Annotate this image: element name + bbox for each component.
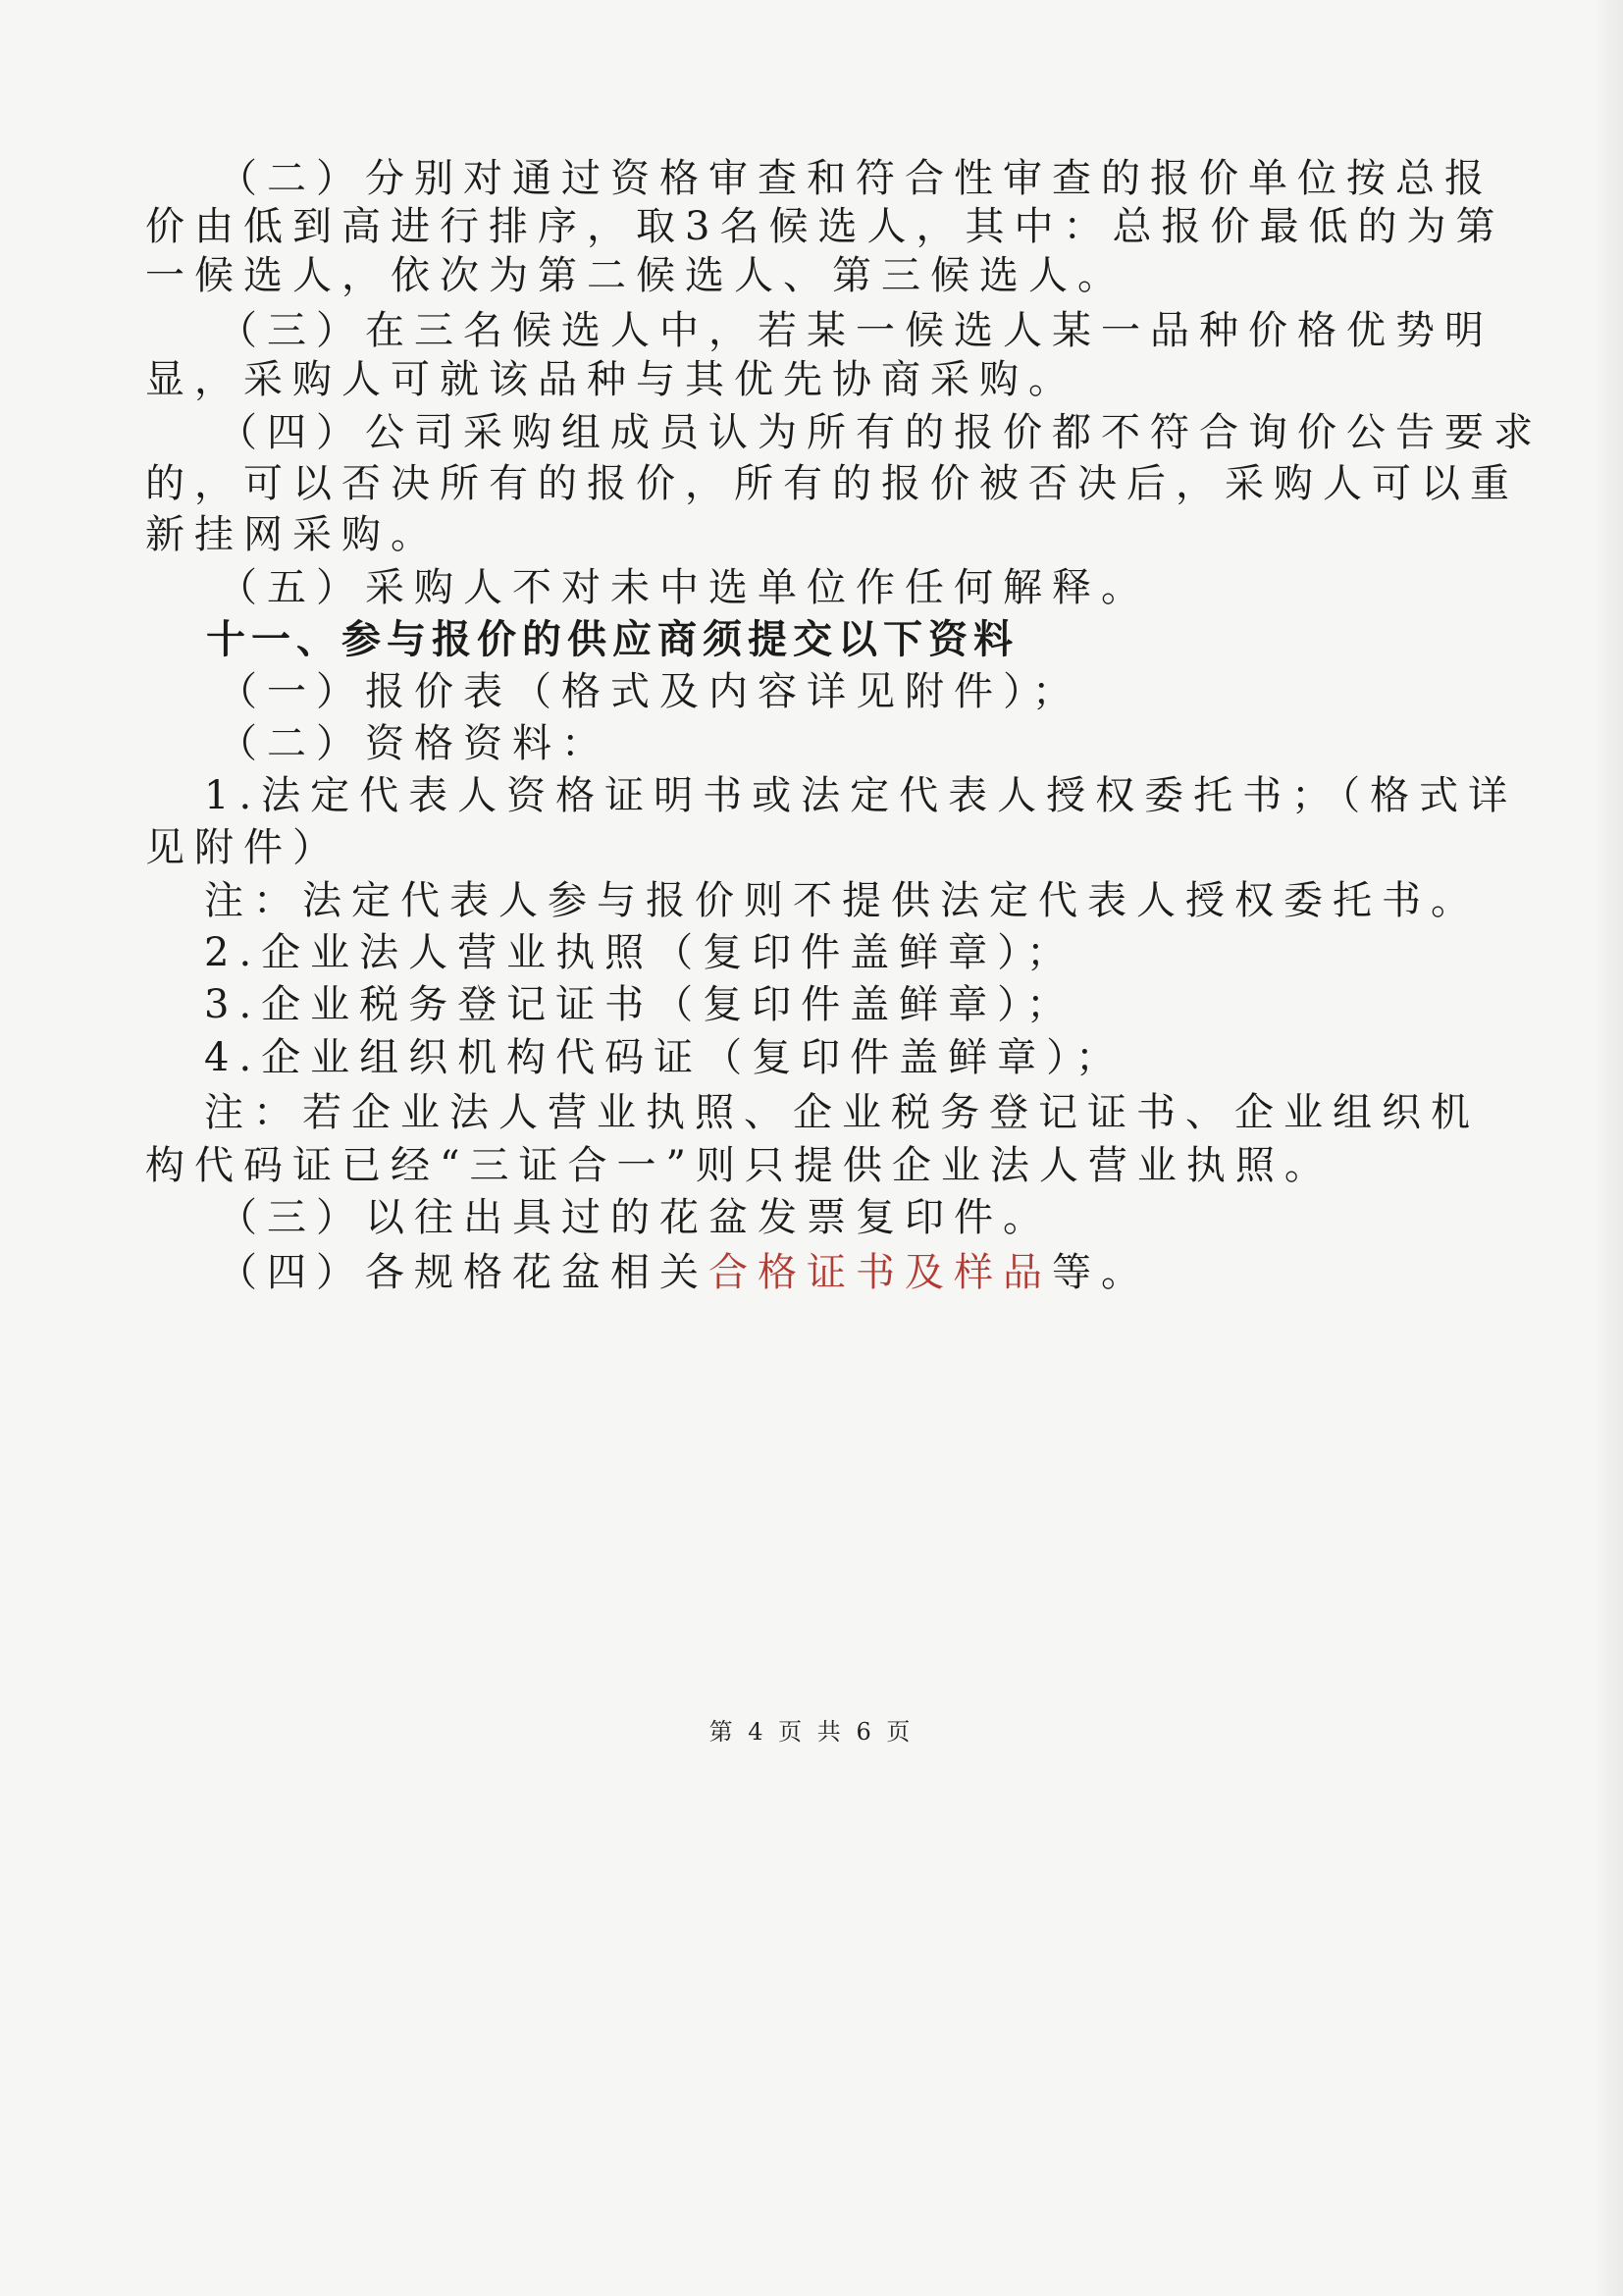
paragraph-line: 4.企业组织机构代码证（复印件盖鲜章）；	[204, 1035, 1126, 1080]
paragraph-line: 见附件）	[145, 825, 341, 870]
note-line: 构代码证已经“三证合一”则只提供企业法人营业执照。	[145, 1143, 1334, 1188]
scan-edge-shadow	[1594, 0, 1623, 2296]
last-line-prefix: （四）各规格花盆相关	[218, 1250, 708, 1295]
paragraph-line: 一候选人，依次为第二候选人、第三候选人。	[145, 253, 1126, 298]
highlighted-text: 合格证书及样品	[708, 1250, 1052, 1295]
paragraph-line: 2.企业法人营业执照（复印件盖鲜章）；	[204, 930, 1076, 975]
paragraph-line: 3.企业税务登记证书（复印件盖鲜章）；	[204, 982, 1076, 1027]
last-line-suffix: 等。	[1052, 1250, 1150, 1295]
section-heading: 十一、参与报价的供应商须提交以下资料	[206, 617, 1019, 662]
paragraph-line-last	[218, 1248, 1150, 1297]
note-line: 注：若企业法人营业执照、企业税务登记证书、企业组织机	[204, 1090, 1480, 1135]
paragraph-line: 显，采购人可就该品种与其优先协商采购。	[145, 357, 1077, 402]
paragraph-line: （二）分别对通过资格审查和符合性审查的报价单位按总报	[218, 156, 1493, 201]
paragraph-line: （二）资格资料：	[218, 721, 610, 766]
paragraph-line: 1.法定代表人资格证明书或法定代表人授权委托书；（格式详	[204, 773, 1518, 818]
paragraph-line: 新挂网采购。	[145, 512, 440, 557]
paragraph-line: 价由低到高进行排序，取3名候选人，其中：总报价最低的为第	[145, 204, 1505, 249]
paragraph-line: （三）在三名候选人中，若某一候选人某一品种价格优势明	[218, 308, 1493, 353]
paragraph-line: 的，可以否决所有的报价，所有的报价被否决后，采购人可以重	[145, 461, 1519, 506]
paragraph-line: （四）公司采购组成员认为所有的报价都不符合询价公告要求	[218, 410, 1543, 455]
note-line: 注：法定代表人参与报价则不提供法定代表人授权委托书。	[204, 878, 1480, 923]
paragraph-line: （三）以往出具过的花盆发票复印件。	[218, 1195, 1052, 1240]
page-footer: 第 4 页 共 6 页	[708, 1718, 915, 1746]
paragraph-line: （五）采购人不对未中选单位作任何解释。	[218, 565, 1150, 610]
paragraph-line: （一）报价表（格式及内容详见附件）；	[218, 669, 1081, 714]
